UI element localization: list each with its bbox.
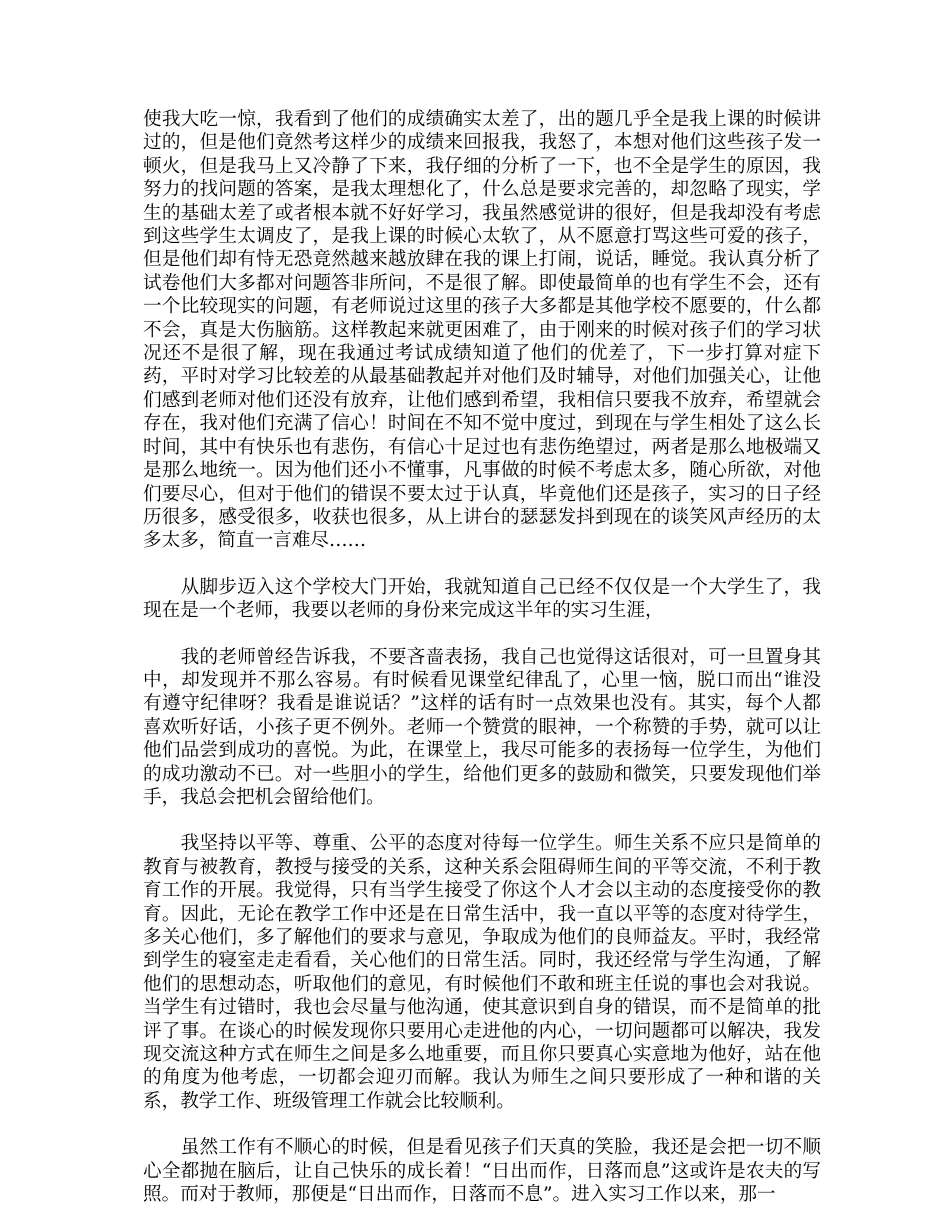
paragraph-spacer bbox=[143, 623, 821, 646]
paragraph-spacer bbox=[143, 809, 821, 832]
paragraph-1: 使我大吃一惊，我看到了他们的成绩确实太差了，出的题几乎全是我上课的时候讲过的，但是他们竟然考这样少的成绩来回报我，我怒了，本想对他们这些孩子发一顿火，但是我马上又冷静了下来，我仔细的分析了一下，也不全是学生的原因，我努力的找问题的答案，是我太理想化了，什么总是要求完善的，却忽略了现实，学生的基础太差了或者根本就不好好学习，我虽然感觉讲的很好，但是我却没有考虑到这些学生太调皮了，是我上课的时候心太软了，从不愿意打骂这些可爱的孩子，但是他们却有恃无恐竟然越来越放肆在我的课上打闹，说话，睡觉。我认真分析了试卷他们大多都对问题答非所问，不是很了解。即使最简单的也有学生不会，还有一个比较现实的问题，有老师说过这里的孩子大多都是其他学校不愿要的，什么都不会，真是大伤脑筋。这样教起来就更困难了，由于刚来的时候对孩子们的学习状况还不是很了解，现在我通过考试成绩知道了他们的优差了，下一步打算对症下药，平时对学习比较差的从最基础教起并对他们及时辅导，对他们加强关心，让他们感到老师对他们还没有放弃，让他们感到希望，我相信只要我不放弃，希望就会存在，我对他们充满了信心！时间在不知不觉中度过，到现在与学生相处了这么长时间，其中有快乐也有悲伤，有信心十足过也有悲伤绝望过，两者是那么地极端又是那么地统一。因为他们还小不懂事，凡事做的时候不考虑太多，随心所欲，对他们要尽心，但对于他们的错误不要太过于认真，毕竟他们还是孩子，实习的日子经历很多，感受很多，收获也很多，从上讲台的瑟瑟发抖到现在的谈笑风声经历的太多太多，简直一言难尽…… bbox=[143, 109, 821, 552]
paragraph-3: 我的老师曾经告诉我，不要吝啬表扬，我自己也觉得这话很对，可一旦置身其中，却发现并不那么容易。有时候看见课堂纪律乱了，心里一恼，脱口而出“谁没有遵守纪律呀？我看是谁说话？”这样的话有时一点效果也没有。其实，每个人都喜欢听好话，小孩子更不例外。老师一个赞赏的眼神，一个称赞的手势，就可以让他们品尝到成功的喜悦。为此，在课堂上，我尽可能多的表扬每一位学生，为他们的成功激动不已。对一些胆小的学生，给他们更多的鼓励和微笑，只要发现他们举手，我总会把机会留给他们。 bbox=[143, 646, 821, 808]
paragraph-spacer bbox=[143, 1113, 821, 1136]
paragraph-2: 从脚步迈入这个学校大门开始，我就知道自己已经不仅仅是一个大学生了，我现在是一个老师，我要以老师的身份来完成这半年的实习生涯， bbox=[143, 576, 821, 622]
paragraph-5: 虽然工作有不顺心的时候，但是看见孩子们天真的笑脸，我还是会把一切不顺心全都抛在脑后，让自己快乐的成长着！“日出而作，日落而息”这或许是农夫的写照。而对于教师，那便是“日出而作，日落而不息”。进入实习工作以来，那一 bbox=[143, 1137, 821, 1206]
document-body bbox=[143, 108, 821, 1206]
paragraph-4: 我坚持以平等、尊重、公平的态度对待每一位学生。师生关系不应只是简单的教育与被教育，教授与接受的关系，这种关系会阻碍师生间的平等交流，不利于教育工作的开展。我觉得，只有当学生接受了你这个人才会以主动的态度接受你的教育。因此，无论在教学工作中还是在日常生活中，我一直以平等的态度对待学生，多关心他们，多了解他们的要求与意见，争取成为他们的良师益友。平时，我经常到学生的寝室走走看看，关心他们的日常生活。同时，我还经常与学生沟通，了解他们的思想动态，听取他们的意见，有时候他们不敢和班主任说的事也会对我说。当学生有过错时，我也会尽量与他沟通，使其意识到自身的错误，而不是简单的批评了事。在谈心的时候发现你只要用心走进他的内心，一切问题都可以解决，我发现交流这种方式在师生之间是多么地重要，而且你只要真心实意地为他好，站在他的角度为他考虑，一切都会迎刃而解。我认为师生之间只要形成了一种和谐的关系，教学工作、班级管理工作就会比较顺利。 bbox=[143, 833, 821, 1112]
paragraph-spacer bbox=[143, 553, 821, 576]
